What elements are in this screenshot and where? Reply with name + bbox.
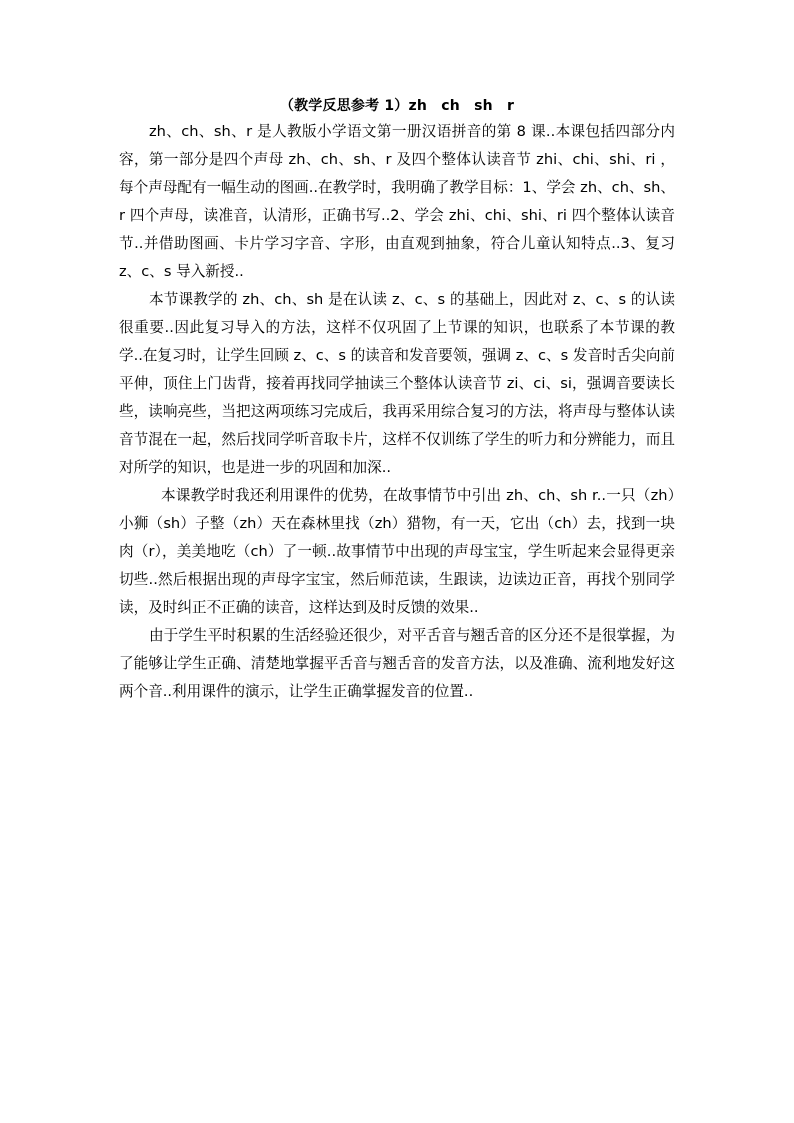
document-title: （教学反思参考 1）zh ch sh r	[279, 98, 515, 114]
paragraph-review: 本节课教学的 zh、ch、sh 是在认读 z、c、s 的基础上，因此对 z、c、s 的认读很重要..因此复习导入的方法，这样不仅巩固了上节课的知识，也联系了本节课的教学..在复习时，让学生回顾 z、c、s 的读音和发音要领，强调 z、c、s 发音时舌尖向前平伸，顶住上门齿背，接着再找同学抽读三个整体认读音节 zi、ci、si，强调音要读长些，读响亮些，当把这两项练习完成后，我再采用综合复习的方法，将声母与整体认读音节混在一起，然后找同学听音取卡片，这样不仅训练了学生的听力和分辨能力，而且对所学的知识，也是进一步的巩固和加深..	[119, 291, 676, 476]
paragraph-intro: zh、ch、sh、r 是人教版小学语文第一册汉语拼音的第 8 课..本课包括四部分内容，第一部分是四个声母 zh、ch、sh、r 及四个整体认读音节 zhi、chi、shi、ri ，每个声母配有一幅生动的图画..在教学时，我明确了教学目标：1、学会 zh、ch、sh、r 四个声母，读准音，认清形，正确书写..2、学会 zhi、chi、shi、ri 四个整体认读音节..并借助图画、卡片学习字音、字形，由直观到抽象，符合儿童认知特点..3、复习 z、c、s 导入新授..	[119, 123, 675, 280]
document-body	[119, 94, 675, 706]
paragraph-pronunciation: 由于学生平时积累的生活经验还很少，对平舌音与翘舌音的区分还不是很掌握，为了能够让学生正确、清楚地掌握平舌音与翘舌音的发音方法，以及准确、流利地发好这两个音..利用课件的演示，让学生正确掌握发音的位置..	[119, 627, 675, 700]
paragraph-story: 本课教学时我还利用课件的优势，在故事情节中引出 zh、ch、sh r..一只（zh）小狮（sh）子整（zh）天在森林里找（zh）猎物，有一天，它出（ch）去，找到一块肉（r），美美地吃（ch）了一顿..故事情节中出现的声母宝宝，学生听起来会显得更亲切些..然后根据出现的声母字宝宝，然后师范读，生跟读，边读边正音，再找个别同学读，及时纠正不正确的读音，这样达到及时反馈的效果..	[119, 487, 675, 616]
